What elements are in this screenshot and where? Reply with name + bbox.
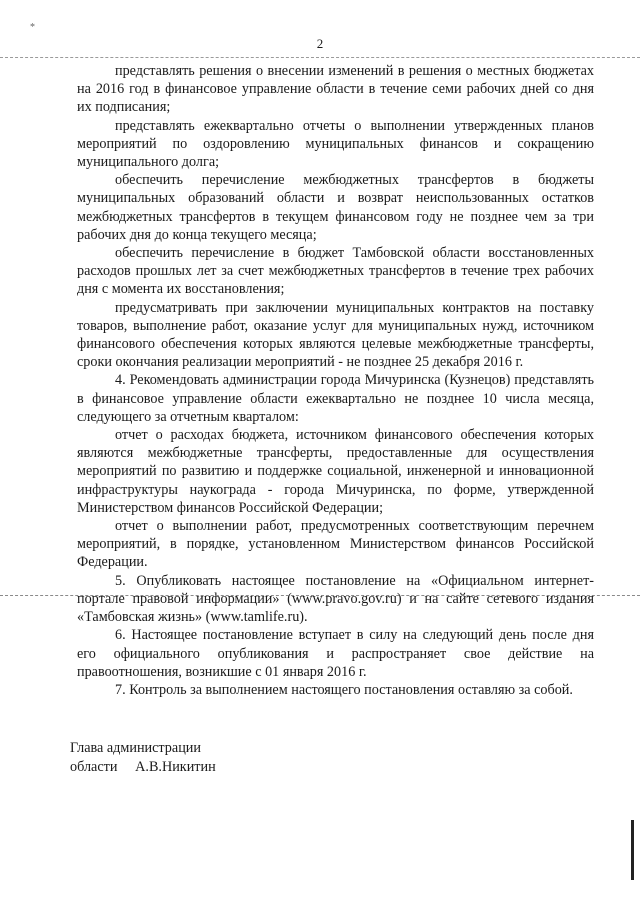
- signature-name: области А.В.Никитин: [70, 758, 216, 775]
- paragraph: представлять решения о внесении изменений в решения о местных бюджетах на 2016 год в финансовое управление области в течение семи рабочих дней со дня их подписания;: [77, 63, 594, 116]
- paragraph: обеспечить перечисление в бюджет Тамбовской области восстановленных расходов прошлых лет за счет межбюджетных трансфертов в течение трех рабочих дня с момента их восстановления;: [77, 245, 594, 298]
- paragraph: обеспечить перечисление межбюджетных трансфертов в бюджеты муниципальных образований области и возврат неиспользованных остатков межбюджетных трансфертов в текущем финансовом году не позднее чем за три рабочих дня до конца текущего месяца;: [77, 172, 594, 243]
- paragraph: 4. Рекомендовать администрации города Мичуринска (Кузнецов) представлять в финансовое управление области ежеквартально не позднее 10 числа месяца, следующего за отчетным кварталом:: [77, 372, 594, 425]
- paragraph: 7. Контроль за выполнением настоящего постановления оставляю за собой.: [115, 681, 573, 698]
- paragraph: отчет о расходах бюджета, источником финансового обеспечения которых являются межбюджетные трансферты, предоставленные для осуществления мероприятий по развитию и поддержке социальной, инженерной и инновационной инфраструктуры наукограда - города Мичуринска, по форме, утвержденной Министерством финансов Российской Федерации;: [77, 427, 594, 516]
- paragraph: 5. Опубликовать настоящее постановление на «Официальном интернет-портале правовой информации» (www.pravo.gov.ru) и на сайте сетевого издания «Тамбовская жизнь» (www.tamlife.ru).: [77, 572, 594, 626]
- signature-title: Глава администрации: [70, 740, 201, 756]
- paragraph: отчет о выполнении работ, предусмотренных соответствующим перечнем мероприятий, в порядке, установленном Министерством финансов Российской Федерации.: [77, 518, 594, 571]
- paragraph: представлять ежеквартально отчеты о выполнении утвержденных планов мероприятий по оздоровлению муниципальных финансов и сокращению муниципального долга;: [77, 117, 594, 171]
- top-divider: [0, 57, 640, 58]
- scan-edge-mark: [631, 820, 634, 880]
- document-body: [77, 62, 594, 699]
- paragraph: 6. Настоящее постановление вступает в силу на следующий день после дня его официального опубликования и распространяет свое действие на правоотношения, возникшие с 01 января 2016 г.: [77, 627, 594, 680]
- corner-mark: *: [30, 22, 35, 33]
- scan-artifact-line: [0, 595, 640, 596]
- page-number: 2: [316, 36, 324, 51]
- signature-block: [70, 739, 216, 776]
- paragraph: предусматривать при заключении муниципальных контрактов на поставку товаров, выполнение работ, оказание услуг для муниципальных нужд, источником финансового обеспечения которых являются целевые межбюджетные трансферты, сроки окончания реализации мероприятий - не позднее 25 декабря 2016 г.: [77, 299, 594, 371]
